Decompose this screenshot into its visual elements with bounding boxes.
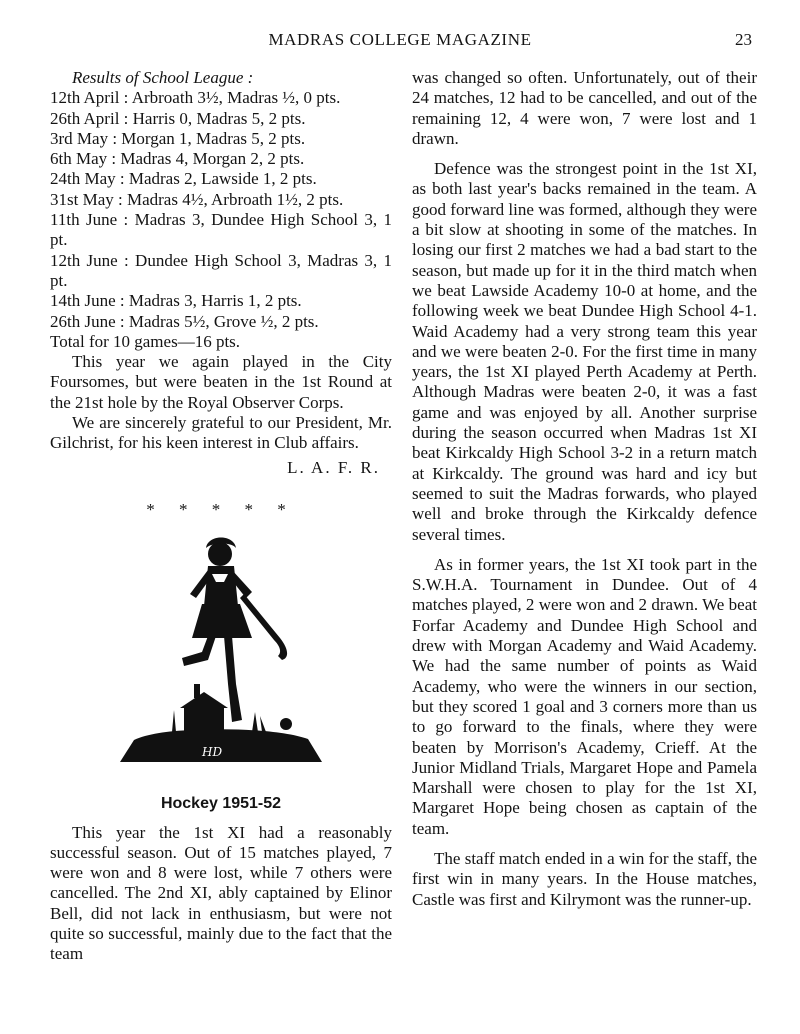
right-column [412, 68, 757, 910]
result-line [50, 210, 392, 251]
paragraph-tournament: As in former years, the 1st XI took part in the S.W.H.A. Tournament in Dundee. Out of 4 matches played, 2 were won and 2 drawn. We beat Forfar Academy and Dundee High School and drew with Morgan Academy and Waid Academy. We had the same number of points as Waid Academy, who were the winners in our section, but they scored 1 goal and 3 corners more than us to go forward to the finals, where they were beaten by Morrison's Academy, Crieff. At the Junior Midland Trials, Margaret Hope and Pamela Marshall were chosen to play for the 1st XI, Margaret Hope being chosen as captain of the team. [412, 554, 757, 838]
result-line: 26th April : Harris 0, Madras 5, 2 pts. [50, 108, 306, 128]
hockey-player-silhouette-icon [112, 534, 332, 770]
svg-text:HD: HD [202, 745, 223, 760]
hockey-illustration [50, 534, 392, 774]
result-line [50, 251, 392, 292]
paragraph-hockey-intro: This year the 1st XI had a reasonably successful season. Out of 15 matches played, 7 were won and 8 were lost, while 7 others were cancelled. The 2nd XI, ably captained by Elinor Bell, did not lack in enthusiasm, but were not quite so successful, mainly due to the fact that the team [50, 822, 392, 964]
left-column [50, 68, 392, 965]
result-line: 24th May : Madras 2, Lawside 1, 2 pts. [50, 169, 317, 189]
results-heading: Results of School League : [72, 68, 254, 87]
results-list [50, 88, 392, 332]
hockey-heading: Hockey 1951-52 [160, 795, 282, 813]
results-total: Total for 10 games—16 pts. [50, 331, 241, 351]
result-line: 31st May : Madras 4½, Arbroath 1½, 2 pts. [50, 189, 344, 209]
paragraph-grateful: We are sincerely grateful to our President, Mr. Gilchrist, for his keen interest in Club affairs. [50, 413, 392, 453]
author-signature: L. A. F. R. [287, 457, 380, 477]
result-line: 6th May : Madras 4, Morgan 2, 2 pts. [50, 149, 305, 169]
result-line: 14th June : Madras 3, Harris 1, 2 pts. [50, 291, 302, 311]
result-line-text: 12th June : Dundee High School 3, Madras 3, 1 pt. [50, 250, 392, 290]
paragraph-foursomes: This year we again played in the City Foursomes, but were beaten in the 1st Round at the 21st hole by the Royal Observer Corps. [50, 352, 392, 412]
paragraph-defence: Defence was the strongest point in the 1st XI, as both last year's backs remained in the team. A good forward line was formed, although they were a bit slow at shooting in some of the matches. In losing our first 2 matches we had a bad start to the season, but made up for it in the third match when we beat Lawside Academy 10-0 at home, and the following week we beat Dundee High School 4-1. Waid Academy had a very strong team this year and we were beaten 2-0. For the first time in many years, the 1st XI played Perth Academy at Perth. Although Madras were beaten 2-0, it was a fast game and was enjoyed by all. Another surprise during the season occurred when Madras 1st XI beat Kirkcaldy High School 3-2 in a return match at Kirkcaldy. The ground was hard and icy but seemed to suit the Madras forwards, who played well and broke through the Kirkcaldy defence several times. [412, 159, 757, 544]
paragraph-staff-match: The staff match ended in a win for the staff, the first win in many years. In the House matches, Castle was first and Kilrymont was the runner-up. [412, 848, 757, 909]
section-divider-stars: * * * * * [146, 499, 296, 519]
magazine-title: MADRAS COLLEGE MAGAZINE [268, 30, 532, 49]
page-header [0, 30, 800, 52]
page-number: 23 [735, 30, 752, 49]
result-line: 3rd May : Morgan 1, Madras 5, 2 pts. [50, 128, 306, 148]
result-line-text: 11th June : Madras 3, Dundee High School 3, 1 pt. [50, 210, 392, 250]
paragraph-continued: was changed so often. Unfortunately, out of their 24 matches, 12 had to be cancelled, and out of the remaining 12, 4 were won, 7 were lost and 1 drawn. [412, 68, 757, 148]
result-line: 26th June : Madras 5½, Grove ½, 2 pts. [50, 311, 319, 331]
result-line: 12th April : Arbroath 3½, Madras ½, 0 pts. [50, 88, 341, 108]
